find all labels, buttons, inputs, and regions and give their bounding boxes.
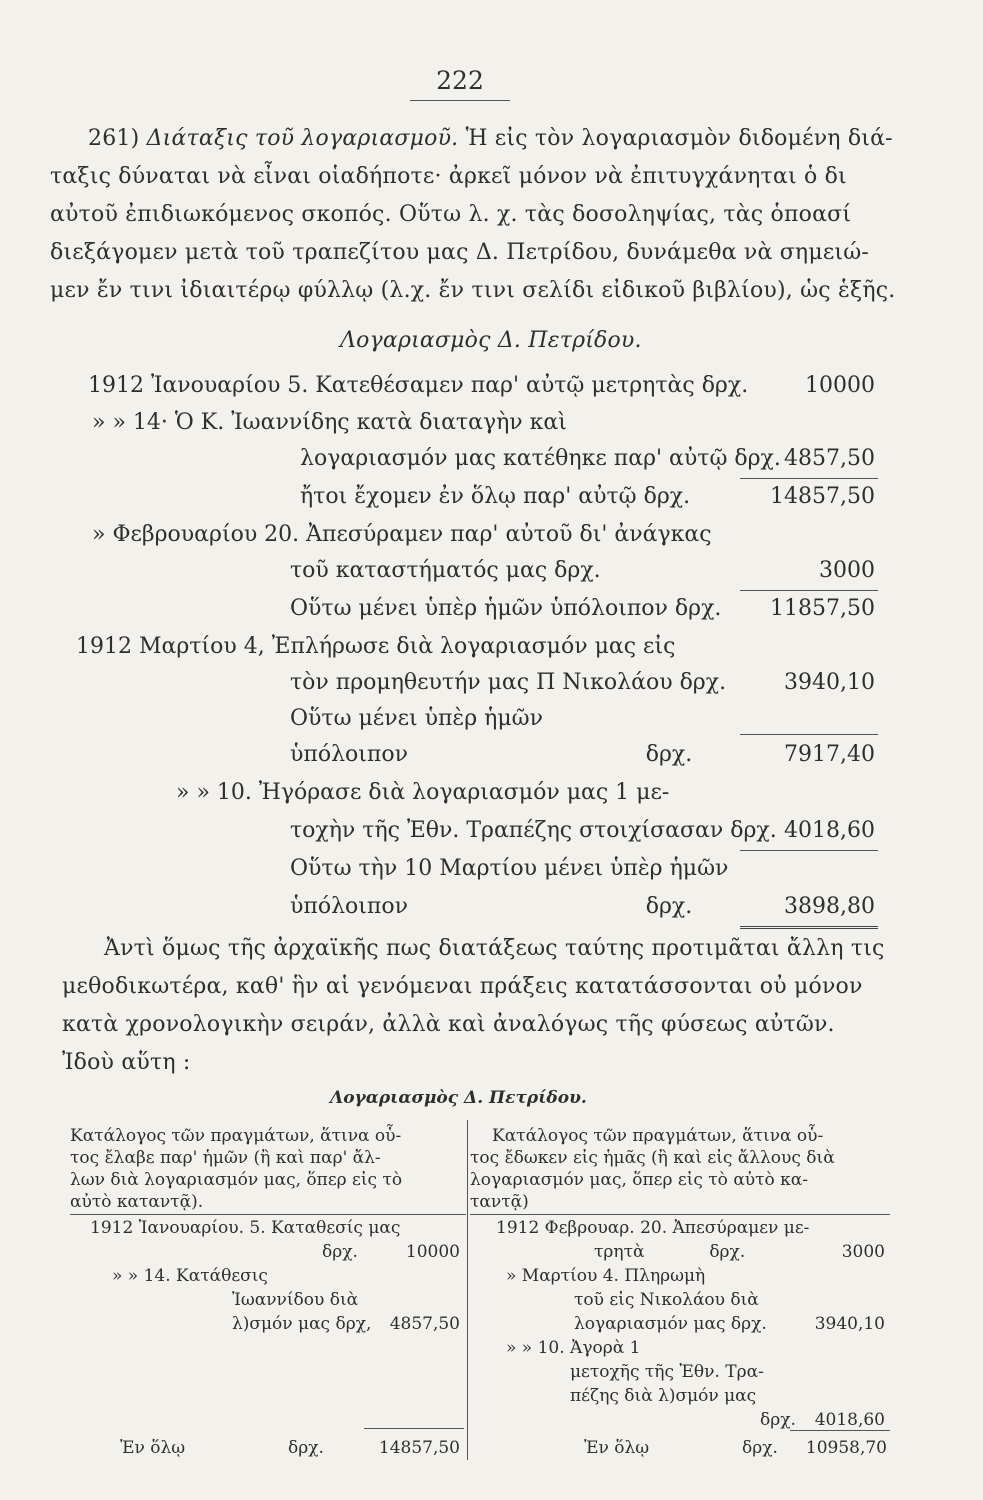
ledger-text-1: » » 14· Ὁ Κ. Ἰωαννίδης κατὰ διαταγὴν καὶ: [92, 410, 567, 435]
ledger-text-7: 1912 Μαρτίου 4, Ἐπλήρωσε διὰ λογαριασμόν μας εἰς: [76, 634, 676, 659]
para2-line-1: μεθοδικωτέρα, καθ' ἣν αἱ γενόμεναι πράξεις κατατάσσονται οὐ μόνον: [62, 974, 863, 999]
left-row-2: » » 14. Κατάθεσις: [112, 1266, 268, 1286]
left-row-1: δρχ.: [322, 1242, 358, 1262]
section-number: 261): [88, 126, 140, 151]
left-header-0: Κατάλογος τῶν πραγμάτων, ἅτινα οὗ-: [70, 1126, 402, 1146]
ledger-amount-10: 7917,40: [784, 742, 875, 767]
right-row-8: δρχ.: [760, 1410, 796, 1430]
ledger-rule-8: [740, 734, 878, 735]
ledger-amount-14: 3898,80: [784, 894, 875, 919]
ledger-rule-5: [740, 590, 878, 591]
right-row-3: τοῦ εἰς Νικολάου διὰ: [574, 1290, 759, 1310]
right-header-3: ταντᾷ): [470, 1192, 529, 1212]
table-center-line: [467, 1120, 468, 1460]
section-line-2: αὐτοῦ ἐπιδιωκόμενος σκοπός. Οὕτω λ. χ. τὰς δοσοληψίας, τὰς ὁποασί: [50, 202, 852, 227]
ledger-rule-2: [740, 478, 878, 479]
right-row-4: λογαριασμόν μας δρχ.: [574, 1314, 767, 1334]
section-line-4: μεν ἔν τινι ἰδιαιτέρῳ φύλλῳ (λ.χ. ἔν τινι σελίδι εἰδικοῦ βιβλίου), ὡς ἑξῆς.: [50, 278, 896, 303]
ledger-text-9: Οὕτω μένει ὑπὲρ ἡμῶν: [290, 706, 543, 731]
right-row-0: 1912 Φεβρουαρ. 20. Ἀπεσύραμεν με-: [496, 1218, 810, 1238]
table-left-header-rule: [70, 1214, 466, 1215]
right-row-1: τρητὰ δρχ.: [594, 1242, 746, 1262]
left-total-amount: 14857,50: [378, 1438, 460, 1458]
right-total-label: Ἐν ὅλῳ: [584, 1438, 650, 1458]
left-amount-1: 4857,50: [389, 1314, 460, 1334]
ledger-text-13: Οὕτω τὴν 10 Μαρτίου μένει ὑπὲρ ἡμῶν: [290, 856, 729, 881]
right-amount-0: 3000: [841, 1242, 885, 1262]
page-number-rule: [410, 100, 510, 101]
ledger-amount-6: 11857,50: [770, 596, 875, 621]
left-header-1: τος ἔλαβε παρ' ἡμῶν (ἢ καὶ παρ' ἄλ-: [70, 1148, 381, 1168]
section-line-1: ταξις δύναται νὰ εἶναι οἱαδήποτε· ἀρκεῖ μόνον νὰ ἐπιτυγχάνηται ὁ δι: [50, 164, 847, 189]
right-header-1: τος ἔδωκεν εἰς ἡμᾶς (ἢ καὶ εἰς ἄλλους διὰ: [470, 1148, 835, 1168]
page-number: 222: [436, 66, 484, 95]
right-row-2: » Μαρτίου 4. Πληρωμὴ: [506, 1266, 706, 1286]
left-header-3: αὐτὸ καταντᾷ).: [70, 1192, 204, 1212]
right-total-amount: 10958,70: [805, 1438, 887, 1458]
right-total-unit: δρχ.: [742, 1438, 778, 1458]
ledger-text-2: λογαριασμόν μας κατέθηκε παρ' αὐτῷ δρχ.: [300, 446, 781, 471]
ledger-amount-5: 3000: [819, 558, 875, 583]
right-header-0: Κατάλογος τῶν πραγμάτων, ἅτινα οὗ-: [492, 1126, 824, 1146]
section-first-line: [88, 126, 893, 151]
ledger-text-6: Οὕτω μένει ὑπὲρ ἡμῶν ὑπόλοιπον δρχ.: [290, 596, 722, 621]
ledger-text-14: ὑπόλοιπον δρχ.: [290, 894, 693, 919]
ledger-amount-12: 4018,60: [784, 818, 875, 843]
left-total-label: Ἐν ὅλῳ: [120, 1438, 186, 1458]
ledger-text-10: ὑπόλοιπον δρχ.: [290, 742, 693, 767]
right-row-6: μετοχῆς τῆς Ἐθν. Τρα-: [570, 1362, 764, 1382]
left-row-4: λ)σμόν μας δρχ,: [232, 1314, 372, 1334]
table-title: Λογαριασμὸς Δ. Πετρίδου.: [330, 1088, 587, 1108]
ledger-text-12: τοχὴν τῆς Ἐθν. Τραπέζης στοιχίσασαν δρχ.: [290, 818, 777, 843]
section-line-0: Ἡ εἰς τὸν λογαριασμὸν διδομένη διά-: [465, 126, 893, 151]
right-row-7: πέζης διὰ λ)σμόν μας: [570, 1386, 757, 1406]
ledger-text-5: τοῦ καταστήματός μας δρχ.: [290, 558, 601, 583]
ledger-text-3: ἤτοι ἔχομεν ἐν ὅλῳ παρ' αὐτῷ δρχ.: [300, 484, 691, 509]
ledger-amount-2: 4857,50: [784, 446, 875, 471]
para2-line-0: Ἀντὶ ὅμως τῆς ἀρχαϊκῆς πως διατάξεως ταύτης προτιμᾶται ἄλλη τις: [104, 936, 885, 961]
section-title: Διάταξις τοῦ λογαριασμοῦ.: [146, 126, 459, 151]
account-heading: Λογαριασμὸς Δ. Πετρίδου.: [340, 328, 642, 353]
para2-line-3: Ἰδοὺ αὕτη :: [62, 1050, 191, 1075]
left-amount-0: 10000: [405, 1242, 460, 1262]
ledger-text-0: 1912 Ἰανουαρίου 5. Κατεθέσαμεν παρ' αὐτῷ μετρητὰς δρχ.: [88, 373, 749, 398]
left-total-rule: [364, 1428, 464, 1429]
section-line-3: διεξάγομεν μετὰ τοῦ τραπεζίτου μας Δ. Πετρίδου, δυνάμεθα νὰ σημειώ-: [50, 240, 870, 265]
left-row-3: Ἰωαννίδου διὰ: [232, 1290, 359, 1310]
left-row-0: 1912 Ἰανουαρίου. 5. Καταθεσίς μας: [90, 1218, 401, 1238]
left-total-unit: δρχ.: [288, 1438, 324, 1458]
ledger-double-rule: [740, 926, 878, 929]
ledger-rule-12: [740, 850, 878, 851]
left-header-2: λων διὰ λογαριασμόν μας, ὅπερ εἰς τὸ: [70, 1170, 403, 1190]
ledger-text-11: » » 10. Ἠγόρασε διὰ λογαριασμόν μας 1 με-: [176, 780, 670, 805]
right-row-5: » » 10. Ἀγορὰ 1: [506, 1338, 641, 1358]
right-header-2: λογαριασμόν μας, ὅπερ εἰς τὸ αὐτὸ κα-: [470, 1170, 809, 1190]
ledger-text-8: τὸν προμηθευτήν μας Π Νικολάου δρχ.: [290, 670, 727, 695]
right-total-rule: [790, 1430, 890, 1431]
right-amount-1: 3940,10: [814, 1314, 885, 1334]
ledger-amount-0: 10000: [805, 373, 875, 398]
right-amount-2: 4018,60: [814, 1410, 885, 1430]
para2-line-2: κατὰ χρονολογικὴν σειράν, ἀλλὰ καὶ ἀναλόγως τῆς φύσεως αὐτῶν.: [62, 1012, 835, 1037]
ledger-text-4: » Φεβρουαρίου 20. Ἀπεσύραμεν παρ' αὐτοῦ δι' ἀνάγκας: [92, 522, 712, 547]
ledger-amount-3: 14857,50: [770, 484, 875, 509]
table-right-header-rule: [470, 1214, 890, 1215]
ledger-amount-8: 3940,10: [784, 670, 875, 695]
